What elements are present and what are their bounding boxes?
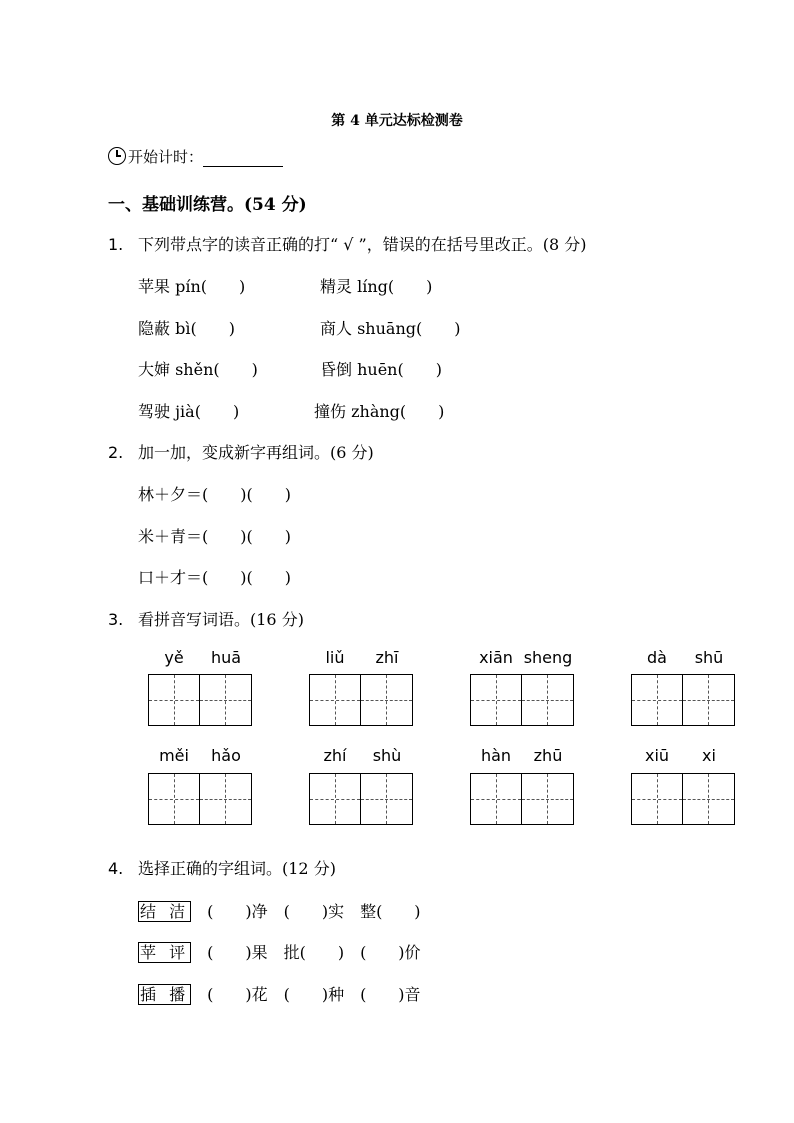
char-choice: 结 洁: [140, 902, 190, 921]
pinyin-label: yě huā: [164, 648, 242, 667]
q4-options[interactable]: ( )花 ( )种 ( )音: [207, 985, 421, 1004]
pinyin-label: xiū xi: [644, 746, 716, 765]
question-2: [108, 440, 374, 463]
pinyin-label: dà shū: [647, 648, 724, 667]
question-number: 3.: [108, 610, 124, 629]
q4-options[interactable]: ( )果 批( ) ( )价: [207, 943, 421, 962]
question-number: 2.: [108, 443, 124, 462]
question-text: 加一加，变成新字再组词。(6 分): [138, 443, 374, 462]
char-choice: 插 播: [140, 985, 190, 1004]
question-number: 1.: [108, 235, 124, 254]
q1-item[interactable]: 精灵 líng( ): [320, 277, 433, 296]
writing-grid[interactable]: [148, 773, 252, 825]
q4-row: [138, 899, 421, 922]
pinyin-label: liǔ zhī: [325, 648, 399, 667]
q1-item[interactable]: 商人 shuāng( ): [320, 319, 461, 338]
pinyin-label: měi hǎo: [159, 746, 241, 765]
writing-grid[interactable]: [309, 674, 413, 726]
writing-grid[interactable]: [470, 674, 574, 726]
question-text: 选择正确的字组词。(12 分): [138, 859, 336, 878]
q1-item[interactable]: 大婶 shěn( ): [138, 360, 258, 379]
timer-line: [108, 146, 283, 167]
q4-row: [138, 940, 421, 963]
writing-grid[interactable]: [309, 773, 413, 825]
section-heading: 一、基础训练营。(54 分): [108, 195, 307, 215]
writing-grid[interactable]: [148, 674, 252, 726]
writing-grid[interactable]: [631, 773, 735, 825]
char-choice: 苹 评: [140, 943, 190, 962]
pinyin-label: hàn zhū: [480, 746, 563, 765]
question-4: [108, 856, 336, 879]
timer-label: 开始计时：: [128, 148, 204, 166]
q2-item[interactable]: 口＋才＝( )( ): [138, 568, 291, 587]
q2-item[interactable]: 米＋青＝( )( ): [138, 527, 291, 546]
q1-item[interactable]: 昏倒 huēn( ): [320, 360, 442, 379]
timer-blank[interactable]: [203, 152, 283, 167]
page-title: 第 4 单元达标检测卷: [331, 113, 463, 129]
writing-grid[interactable]: [470, 773, 574, 825]
clock-icon: [108, 147, 126, 165]
q4-row: [138, 982, 421, 1005]
q1-item[interactable]: 撞伤 zhàng( ): [314, 402, 445, 421]
q2-item[interactable]: 林＋夕＝( )( ): [138, 485, 291, 504]
pinyin-label: xiān sheng: [479, 648, 573, 667]
question-text: 下列带点字的读音正确的打“ √ ”，错误的在括号里改正。(8 分): [138, 235, 587, 254]
q4-options[interactable]: ( )净 ( )实 整( ): [207, 902, 421, 921]
q1-item[interactable]: 驾驶 jià( ): [138, 402, 240, 421]
q1-item[interactable]: 隐蔽 bì( ): [138, 319, 235, 338]
pinyin-label: zhí shù: [323, 746, 402, 765]
question-3: [108, 607, 304, 630]
question-1: [108, 232, 586, 255]
q1-item[interactable]: 苹果 pín( ): [138, 277, 246, 296]
question-number: 4.: [108, 859, 124, 878]
writing-grid[interactable]: [631, 674, 735, 726]
question-text: 看拼音写词语。(16 分): [138, 610, 304, 629]
